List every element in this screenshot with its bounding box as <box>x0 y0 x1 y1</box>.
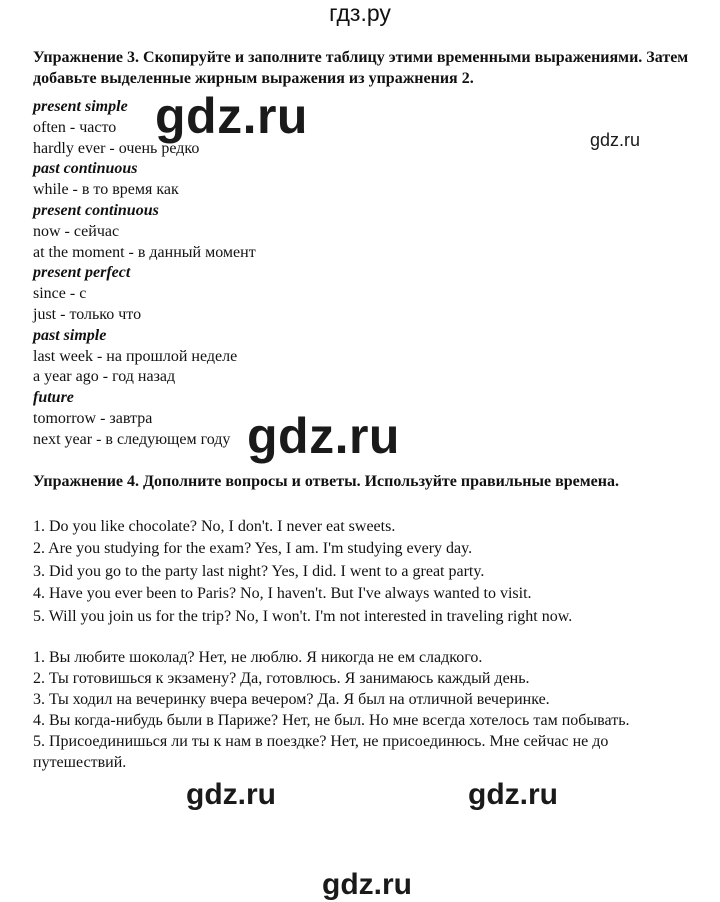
answers-english <box>33 516 693 629</box>
answer-en-item: 4. Have you ever been to Paris? No, I haven't. But I've always wanted to visit. <box>33 585 532 603</box>
expression-item: since - с <box>33 285 87 303</box>
answer-en-item: 5. Will you join us for the trip? No, I won't. I'm not interested in traveling right now. <box>33 607 573 625</box>
answer-en-item: 3. Did you go to the party last night? Yes, I did. I went to a great party. <box>33 562 485 580</box>
answer-ru-item: 2. Ты готовишься к экзамену? Да, готовлюсь. Я занимаюсь каждый день. <box>33 670 530 688</box>
tense-title: present continuous <box>33 201 159 219</box>
answer-ru-item: 4. Вы когда-нибудь были в Париже? Нет, не был. Но мне всегда хотелось там побывать. <box>33 712 630 730</box>
expression-item: hardly ever - очень редко <box>33 139 200 157</box>
expression-item: often - часто <box>33 118 117 136</box>
tense-title: past continuous <box>33 160 138 178</box>
expression-item: just - только что <box>33 305 142 323</box>
expression-item: now - сейчас <box>33 222 120 240</box>
answer-ru-item: 5. Присоединишься ли ты к нам в поездке? Нет, не присоединюсь. Мне сейчас не до путешествий. <box>33 733 609 772</box>
watermark-lower-left: gdz.ru <box>186 778 276 811</box>
answer-ru-item: 3. Ты ходил на вечеринку вчера вечером? Да. Я был на отличной вечеринке. <box>33 691 550 709</box>
answers-russian <box>33 647 693 773</box>
tense-title: present perfect <box>33 264 131 282</box>
tense-title: present simple <box>33 98 128 115</box>
expression-item: while - в то время как <box>33 181 179 199</box>
watermark-bottom: gdz.ru <box>322 868 412 901</box>
answer-en-item: 2. Are you studying for the exam? Yes, I am. I'm studying every day. <box>33 540 473 558</box>
watermark-middle: gdz.ru <box>247 408 400 464</box>
expression-item: next year - в следующем году <box>33 430 231 448</box>
expression-item: a year ago - год назад <box>33 368 176 386</box>
watermark-top: gdz.ru <box>155 88 308 144</box>
expression-item: tomorrow - завтра <box>33 409 153 427</box>
answer-en-item: 1. Do you like chocolate? No, I don't. I never eat sweets. <box>33 517 396 535</box>
answer-ru-item: 1. Вы любите шоколад? Нет, не люблю. Я никогда не ем сладкого. <box>33 649 483 667</box>
exercise3-heading: Упражнение 3. Скопируйте и заполните таблицу этими временными выражениями. Затем добавьте выделенные жирным выражения из упражнения 2. <box>33 49 689 87</box>
site-header: гдз.ру <box>329 0 391 26</box>
expression-item: at the moment - в данный момент <box>33 243 256 261</box>
exercise4-heading: Упражнение 4. Дополните вопросы и ответы. Используйте правильные времена. <box>33 472 619 490</box>
watermark-right: gdz.ru <box>590 130 641 150</box>
watermark-lower-right: gdz.ru <box>468 778 558 811</box>
tense-title: past simple <box>33 326 107 344</box>
tense-title: future <box>33 389 74 407</box>
expression-item: last week - на прошлой неделе <box>33 347 238 365</box>
